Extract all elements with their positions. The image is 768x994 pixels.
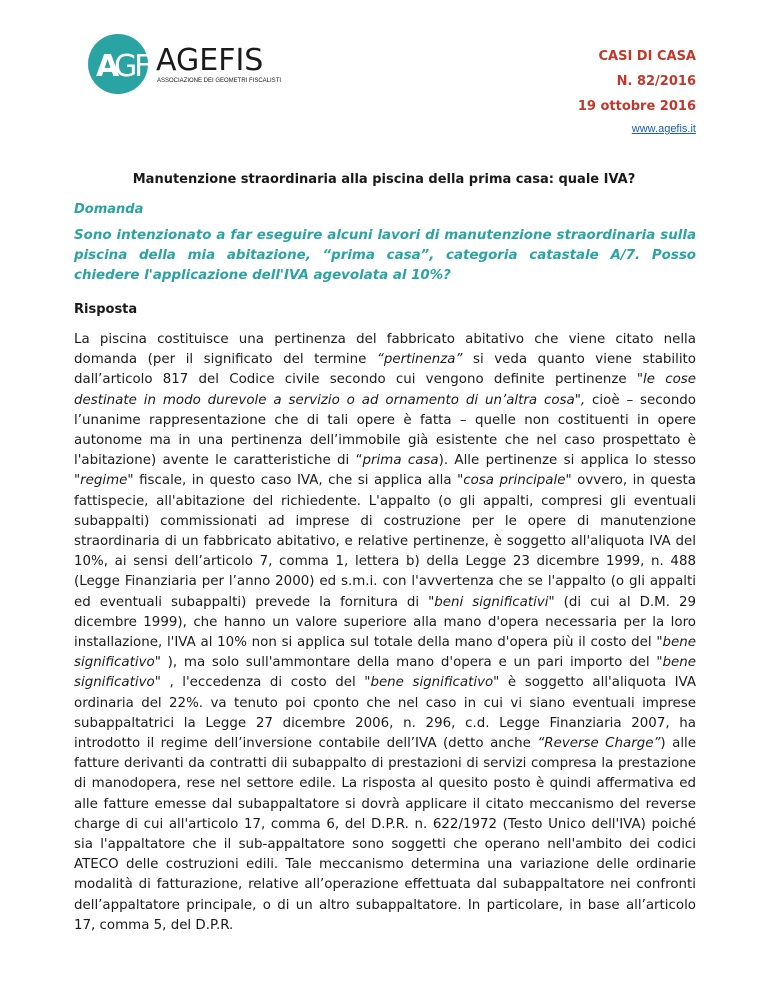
answer-quote: "regime" [74,473,134,489]
answer-text: (di cui al D.M. 29 dicembre 1999), che hanno un valore superiore alla mano d'opera necessaria per la loro installazione, l'IVA al 10% non si applica sul totale della mano d'opera più il costo del [74,594,696,651]
answer-quote: prima casa [362,453,439,469]
document-meta [578,44,696,139]
answer-quote: “pertinenza” [376,352,463,368]
answer-heading: Risposta [74,302,138,317]
answer-quote: "bene significativo" [74,635,696,671]
answer-text: cioè – secondo l’unanime rappresentazione che di tali opere è fatta – quelle non costituenti in opere autonome ma in una pertinenza dell’immobile già esistente che nel caso prospettato è l'abitazione) avente le caratteristiche di “ [74,392,696,469]
logo-text: AGEFIS [156,43,264,78]
answer-text: ) alle fatture derivanti da contratti dii subappalto di prestazioni di servizi compresa la prestazione di manodopera, rese nel settore edile. La risposta al quesito posto è quindi affermativa ed alle fatture emesse dal subappaltatore si dovrà applicare il citato meccanismo del reverse charge di cui all'articolo 17, comma 6, del D.P.R. n. 622/1972 (Testo Unico dell'IVA) poiché sia l'appaltatore che il sub-appaltatore sono soggetti che operano nell'ambito dei codici ATECO delle costruzioni edili. Tale meccanismo determina una variazione delle ordinarie modalità di fatturazione, relative all’operazione effettuata dal subappaltatore nei confronti dell’appaltatore principale, o di un altro subappaltatore. In particolare, in base all’articolo 17, comma 5, del D.P.R. [74,736,697,933]
agefis-logo [86,32,286,96]
answer-text: La piscina costituisce una pertinenza del fabbricato abitativo che viene citato nella domanda (per il significato del termine [74,332,696,368]
answer-quote: "bene significativo" [364,675,500,691]
answer-text: fiscale, in questo caso IVA, che si applica alla [133,473,458,489]
answer-quote: “Reverse Charge” [537,736,661,752]
answer-quote: "cosa principale" [457,473,572,489]
answer-quote: "le cose destinate in modo durevole a servizio o ad ornamento di un’altra cosa", [74,372,696,408]
website-link[interactable]: www.agefis.it [631,123,696,135]
answer-text: si veda quanto viene stabilito dall’articolo 817 del Codice civile secondo cui vengono definite pertinenze [74,352,697,388]
svg-text:GF: GF [114,49,149,84]
question-heading: Domanda [74,202,144,217]
answer-body [74,330,696,936]
question-text: Sono intenzionato a far eseguire alcuni lavori di manutenzione straordinaria sulla piscina della mia abitazione, “prima casa”, categoria catastale A/7. Posso chiedere l'applicazione dell'IVA agevolata al 10%? [74,228,696,283]
series-label: CASI DI CASA [598,49,696,64]
answer-quote: "bene significativo" [74,655,696,691]
document-title: Manutenzione straordinaria alla piscina della prima casa: quale IVA? [132,172,636,187]
issue-number: N. 82/2016 [616,74,696,89]
answer-quote: "beni significativi" [428,594,555,610]
answer-text: ), ma solo sull'ammontare della mano d'opera e un pari importo del [160,655,657,671]
logo-subtitle: ASSOCIAZIONE DEI GEOMETRI FISCALISTI [157,78,282,84]
answer-text: ). Alle pertinenze si applica lo stesso [438,453,697,469]
answer-text: è soggetto all'aliquota IVA ordinaria del 22%. va tenuto poi cponto che nel caso in cui vi siano eventuali imprese subappaltatrici la Legge 27 dicembre 2006, n. 296, c.d. Legge Finanziaria 2007, ha introdotto il regime dell’inversione contabile dell’IVA (detto anche [74,675,697,752]
svg-text:A: A [96,49,117,84]
answer-text: ovvero, in questa fattispecie, all'abitazione del richiedente. L'appalto (o gli appalti, compresi gli eventuali subappalti) commissionati ad imprese di costruzione per le opere di manutenzione straordinaria di un fabbricato abitativo, e relative pertinenze, è soggetto all'aliquota IVA del 10%, ai sensi dell’articolo 7, comma 1, lettera b) della Legge 23 dicembre 1999, n. 488 (Legge Finanziaria per l’anno 2000) ed s.m.i. con l'avvertenza che se l'appalto (o gli appalti ed eventuali subappalti) prevede la fornitura di [74,473,697,610]
issue-date: 19 ottobre 2016 [577,99,696,114]
answer-text: , l'eccedenza di costo del [160,675,365,691]
